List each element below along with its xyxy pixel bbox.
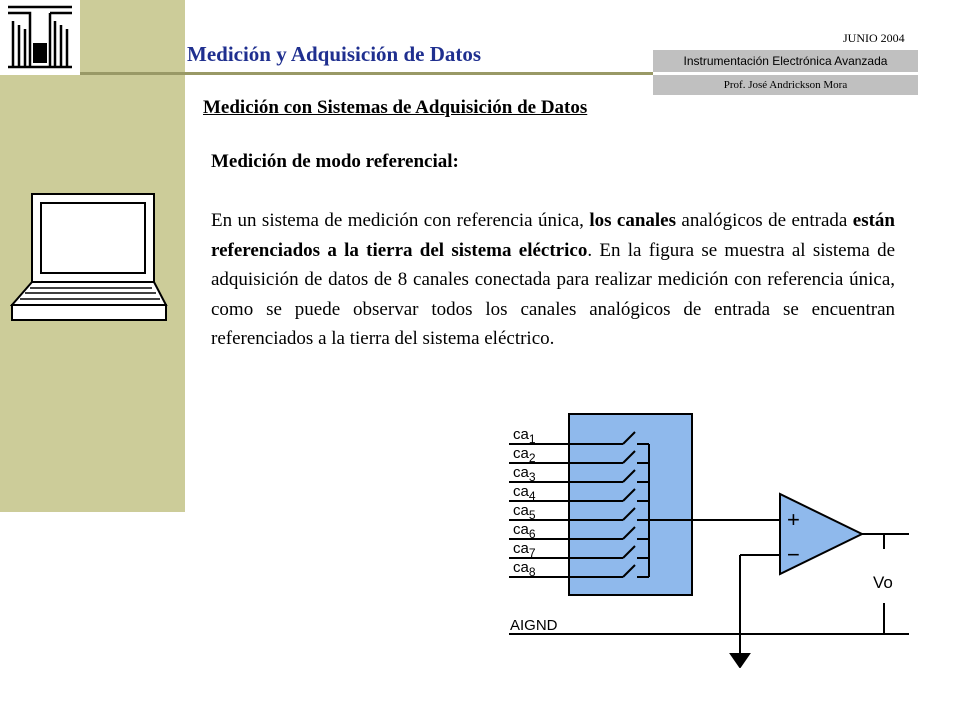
channel-subscript: 8 <box>528 565 536 579</box>
logo-area <box>0 0 80 75</box>
channel-label: $ca_1$ <box>513 426 536 446</box>
body-text-run-bold: los canales <box>589 210 677 231</box>
ground-label: AIGND <box>510 617 558 634</box>
body-paragraph <box>211 206 895 354</box>
subheading: Medición de modo referencial: <box>211 151 459 172</box>
body-text-run: . En la figura se muestra al sistema de adquisición de datos de 8 canales conectada para realizar medición con referencia única, como se puede observar todos los canales analógicos de entrada se encuentran referenciados a la tierra del sistema eléctrico. <box>211 239 896 349</box>
minus-sign: − <box>787 542 800 567</box>
channel-label: $ca_3$ <box>513 464 536 484</box>
channel-subscript: 7 <box>528 546 536 560</box>
channel-label: $ca_2$ <box>513 445 536 465</box>
date-label: JUNIO 2004 <box>843 31 905 45</box>
ground-arrow-icon <box>731 654 749 667</box>
channel-subscript: 2 <box>528 451 536 465</box>
channel-label: $ca_6$ <box>513 521 536 541</box>
multiplexer-block <box>569 414 692 595</box>
page-title: Medición y Adquisición de Datos <box>187 42 482 66</box>
laptop-icon <box>10 190 170 325</box>
body-text-run: analógicos de entrada <box>676 210 853 231</box>
header-divider <box>80 72 653 75</box>
channel-label: $ca_5$ <box>513 502 536 522</box>
channel-label: $ca_7$ <box>513 540 536 560</box>
output-label: Vo <box>873 573 893 592</box>
body-text-run-bold: están referenciados a la tierra del sistema eléctrico <box>211 210 895 261</box>
channel-subscript: 5 <box>528 508 536 522</box>
institution-logo-icon <box>5 3 75 71</box>
channel-subscript: 6 <box>528 527 536 541</box>
channel-label: $ca_8$ <box>513 559 536 579</box>
channel-subscript: 3 <box>528 470 536 484</box>
section-title: Medición con Sistemas de Adquisición de Datos <box>203 97 588 118</box>
course-label: Instrumentación Electrónica Avanzada <box>653 50 918 72</box>
channel-subscript: 1 <box>528 432 536 446</box>
professor-label: Prof. José Andrickson Mora <box>653 75 918 95</box>
circuit-diagram <box>497 397 919 668</box>
body-text-run: En un sistema de medición con referencia única, <box>211 210 590 231</box>
channel-subscript: 4 <box>528 489 536 503</box>
channel-label: $ca_4$ <box>513 483 536 503</box>
plus-sign: + <box>787 507 800 532</box>
